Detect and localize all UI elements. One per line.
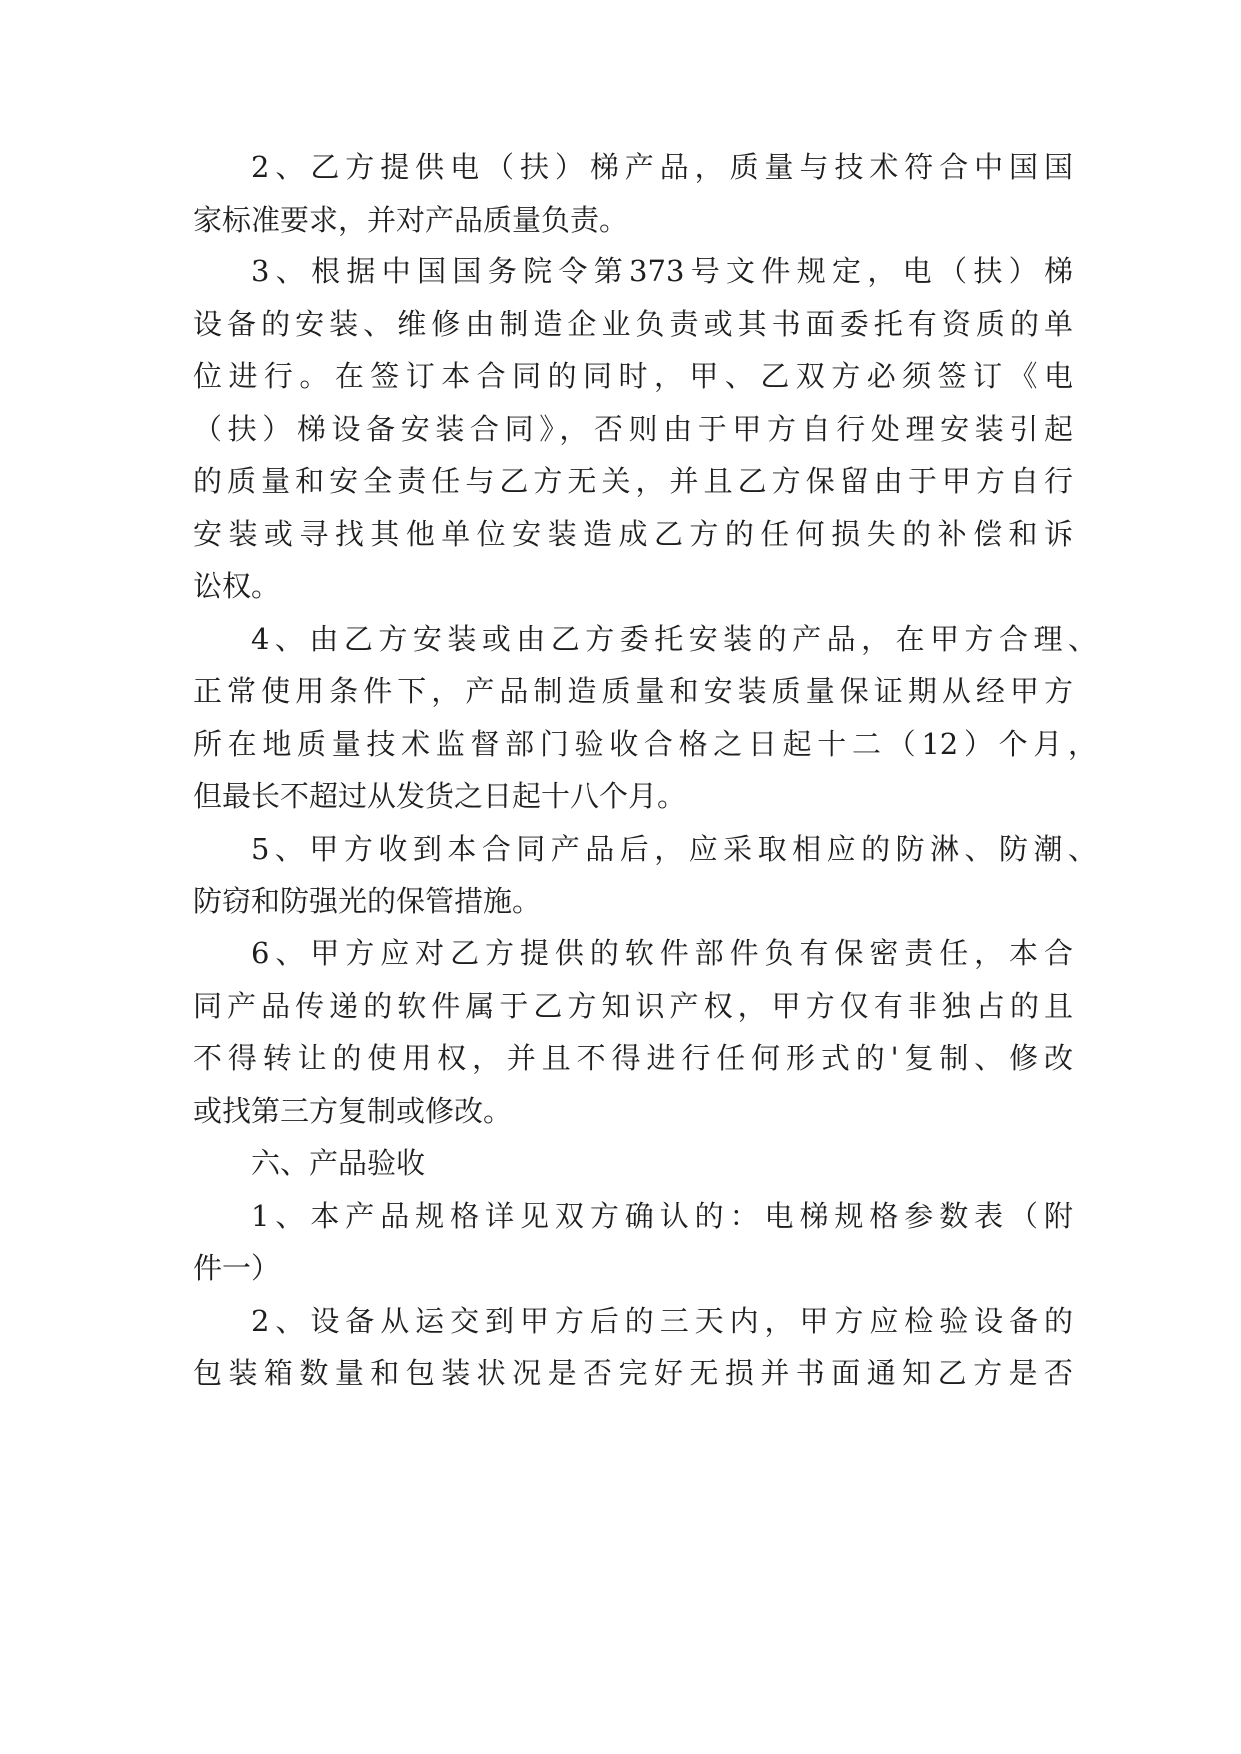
paragraph-item-4-line-2: 正常使用条件下，产品制造质量和安装质量保证期从经甲方 xyxy=(193,674,1073,708)
paragraph-item-3-line-6: 安装或寻找其他单位安装造成乙方的任何损失的补偿和诉 xyxy=(193,517,1073,551)
paragraph-item-5-line-1: 5、甲方收到本合同产品后，应采取相应的防淋、防潮、 xyxy=(251,832,1097,866)
paragraph-item-3-line-3: 位进行。在签订本合同的同时，甲、乙双方必须签订《电 xyxy=(193,359,1073,393)
paragraph-acceptance-item-1-line-2: 件一） xyxy=(193,1251,281,1285)
paragraph-acceptance-item-1-line-1: 1、本产品规格详见双方确认的：电梯规格参数表（附 xyxy=(251,1199,1073,1233)
paragraph-item-6-line-4: 或找第三方复制或修改。 xyxy=(193,1094,513,1128)
paragraph-item-4-line-4: 但最长不超过从发货之日起十八个月。 xyxy=(193,779,687,813)
paragraph-item-4-line-3: 所在地质量技术监督部门验收合格之日起十二（12）个月， xyxy=(193,727,1097,761)
paragraph-item-6-line-3: 不得转让的使用权，并且不得进行任何形式的'复制、修改 xyxy=(193,1041,1073,1075)
paragraph-item-4-line-1: 4、由乙方安装或由乙方委托安装的产品，在甲方合理、 xyxy=(251,622,1097,656)
paragraph-item-3-line-2: 设备的安装、维修由制造企业负责或其书面委托有资质的单 xyxy=(193,307,1073,341)
paragraph-acceptance-item-2-line-2: 包装箱数量和包装状况是否完好无损并书面通知乙方是否 xyxy=(193,1356,1073,1390)
paragraph-item-6-line-1: 6、甲方应对乙方提供的软件部件负有保密责任，本合 xyxy=(251,936,1073,970)
paragraph-item-3-line-5: 的质量和安全责任与乙方无关，并且乙方保留由于甲方自行 xyxy=(193,464,1073,498)
paragraph-item-2-line-1: 2、乙方提供电（扶）梯产品，质量与技术符合中国国 xyxy=(251,150,1073,184)
paragraph-acceptance-item-2-line-1: 2、设备从运交到甲方后的三天内，甲方应检验设备的 xyxy=(251,1304,1073,1338)
paragraph-item-5-line-2: 防窃和防强光的保管措施。 xyxy=(193,884,542,918)
section-heading-product-acceptance: 六、产品验收 xyxy=(251,1146,426,1180)
paragraph-item-6-line-2: 同产品传递的软件属于乙方知识产权，甲方仅有非独占的且 xyxy=(193,989,1073,1023)
paragraph-item-3-line-1: 3、根据中国国务院令第373号文件规定，电（扶）梯 xyxy=(251,254,1073,288)
paragraph-item-3-line-7: 讼权。 xyxy=(193,569,281,603)
paragraph-item-3-line-4: （扶）梯设备安装合同》，否则由于甲方自行处理安装引起 xyxy=(193,412,1073,446)
paragraph-item-2-line-2: 家标准要求，并对产品质量负责。 xyxy=(193,203,629,237)
